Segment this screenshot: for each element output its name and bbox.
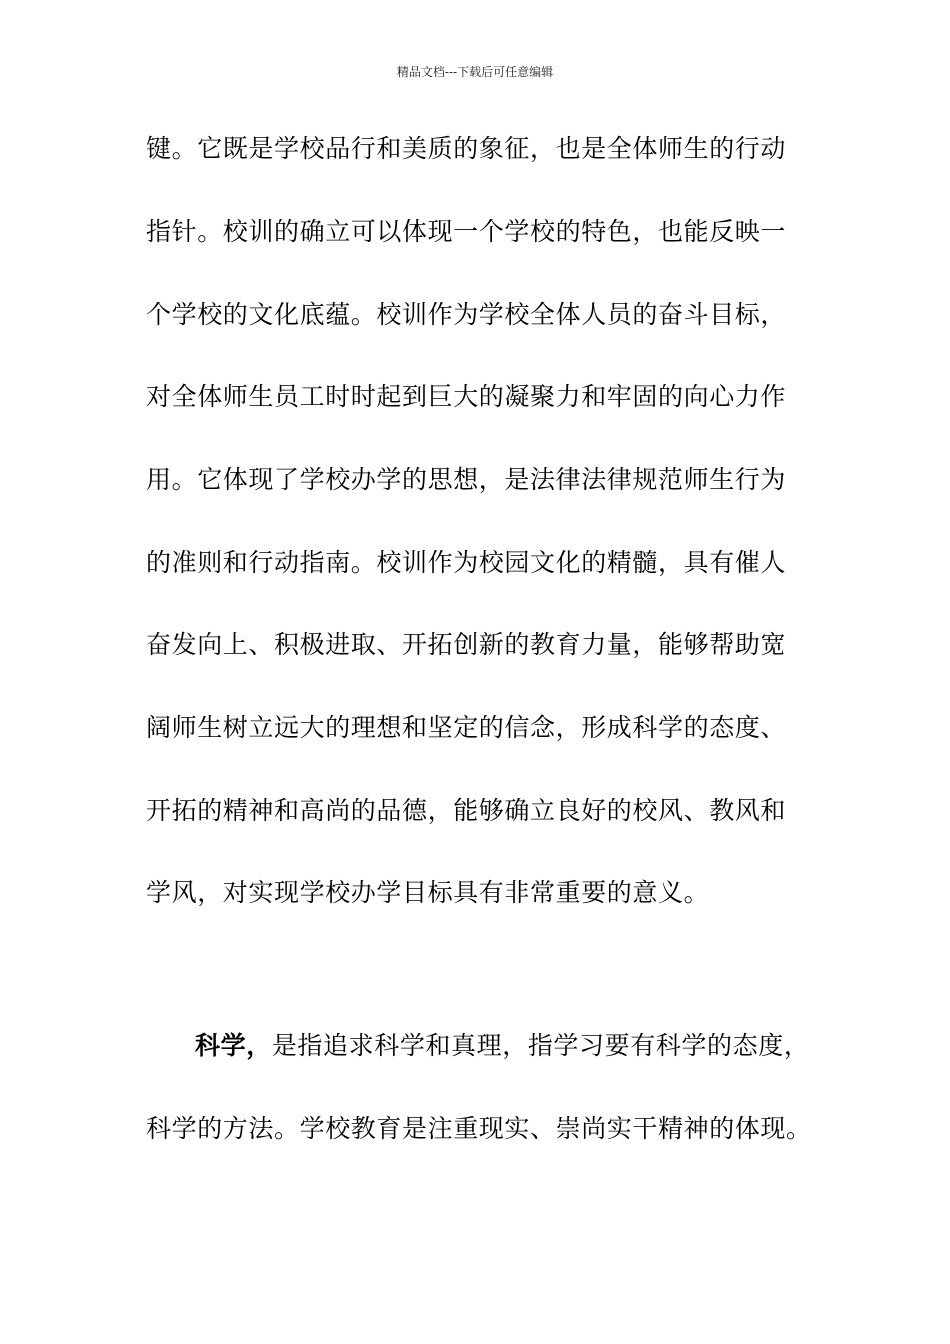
paragraph-line: 奋发向上、积极进取、开拓创新的教育力量，能够帮助宽 — [146, 630, 787, 659]
paragraph-text: 是指追求科学和真理，指学习要有科学的态度， — [271, 1031, 810, 1060]
paragraph-line — [146, 1029, 809, 1063]
paragraph-line: 学风，对实现学校办学目标具有非常重要的意义。 — [146, 878, 710, 907]
paragraph-line: 对全体师生员工时时起到巨大的凝聚力和牢固的向心力作 — [146, 382, 787, 411]
paragraph-line: 键。它既是学校品行和美质的象征，也是全体师生的行动 — [146, 134, 787, 163]
paragraph-line: 个学校的文化底蕴。校训作为学校全体人员的奋斗目标， — [146, 300, 787, 329]
paragraph-line: 的准则和行动指南。校训作为校园文化的精髓，具有催人 — [146, 548, 787, 577]
paragraph-line: 科学的方法。学校教育是注重现实、崇尚实干精神的体现。 — [146, 1114, 812, 1143]
paragraph-line: 用。它体现了学校办学的思想，是法律法律规范师生行为 — [146, 465, 787, 494]
paragraph-line: 阔师生树立远大的理想和坚定的信念，形成科学的态度、 — [146, 713, 787, 742]
page-header: 精品文档---下载后可任意编辑 — [396, 65, 554, 79]
key-term: 科学， — [195, 1031, 272, 1060]
paragraph-line: 开拓的精神和高尚的品德，能够确立良好的校风、教风和 — [146, 796, 787, 825]
paragraph-line: 指针。校训的确立可以体现一个学校的特色，也能反映一 — [146, 217, 787, 246]
